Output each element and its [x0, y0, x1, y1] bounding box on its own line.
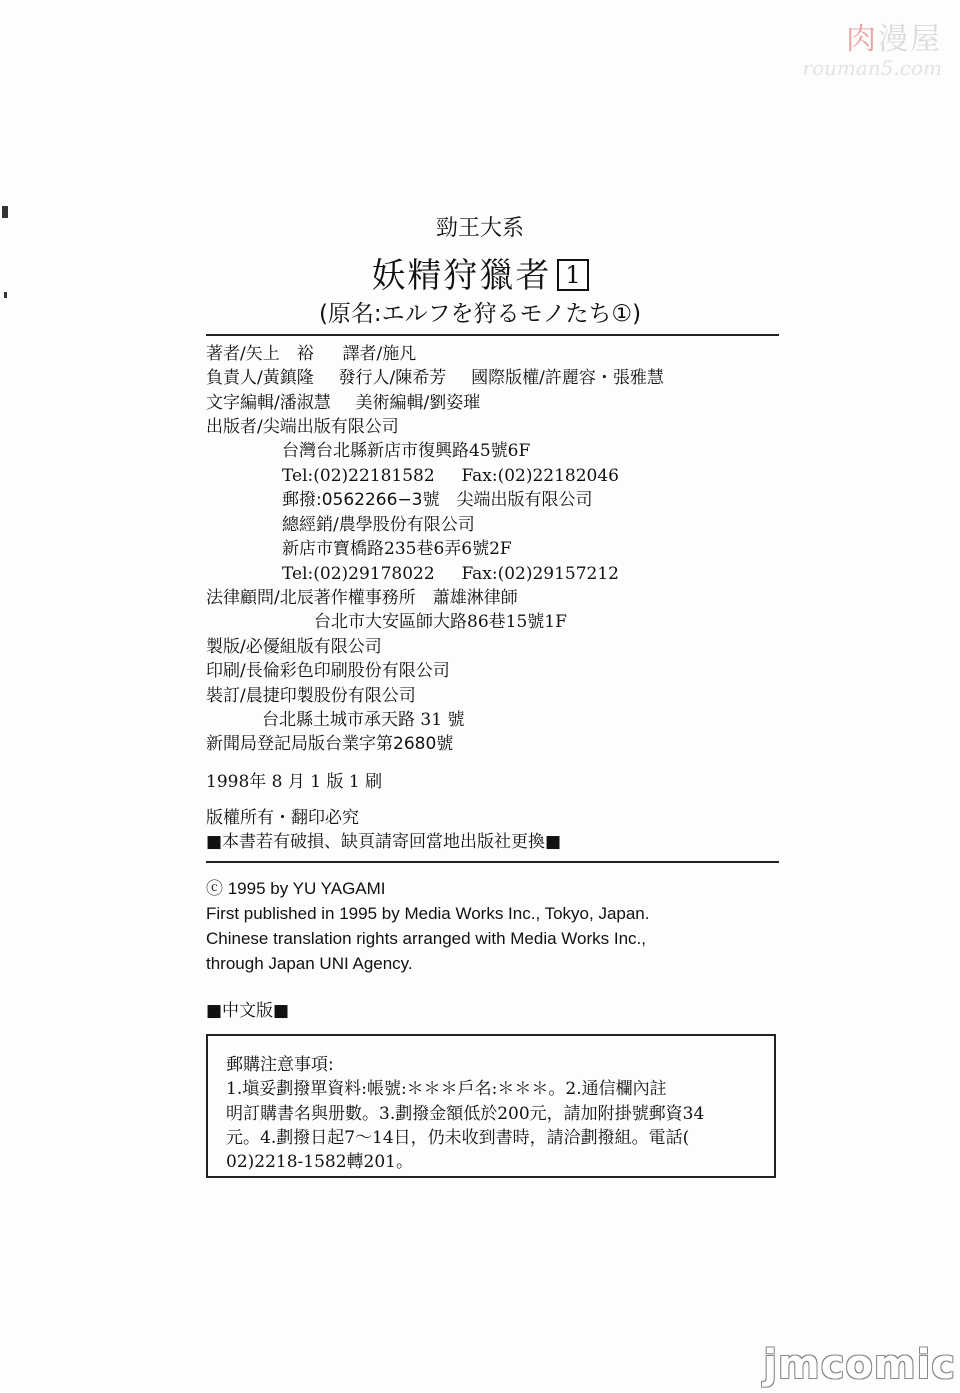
original-title: (原名:エルフを狩るモノたち①) [318, 301, 642, 327]
mail-order-notice [206, 1034, 776, 1178]
translator: 譯者/施凡 [342, 344, 417, 364]
printing: 印刷/長倫彩色印刷股份有限公司 [206, 661, 450, 681]
notice-line: 02)2218-1582轉201。 [226, 1152, 413, 1172]
plate-making: 製版/必優組版有限公司 [206, 637, 382, 657]
distributor: 總經銷/農學股份有限公司 [282, 515, 475, 535]
binding: 裝訂/晨捷印製股份有限公司 [206, 686, 416, 706]
series-name: 勁王大系 [435, 216, 524, 241]
divider-top [206, 334, 779, 336]
legal-counsel: 法律顧問/北辰著作權事務所 蕭雄淋律師 [206, 588, 518, 608]
international-rights: 國際版權/許麗容・張雅慧 [471, 368, 664, 388]
distributor-tel: Tel:(02)29178022 [282, 564, 435, 584]
replacement-notice: ■本書若有破損、缺頁請寄回當地出版社更換■ [206, 832, 562, 852]
publisher: 出版者/尖端出版有限公司 [206, 417, 399, 437]
text-editor: 文字編輯/潘淑慧 [206, 393, 331, 413]
copyright-line: ⓒ 1995 by YU YAGAMI [206, 879, 386, 898]
watermark-logo [802, 14, 942, 80]
volume-number: 1 [557, 259, 588, 291]
distributor-fax: Fax:(02)29157212 [461, 564, 619, 584]
publisher-address: 台灣台北縣新店市復興路45號6F [282, 441, 531, 461]
book-title: 妖精狩獵者 [371, 256, 552, 296]
registration-number: 新聞局登記局版台業字第2680號 [206, 734, 454, 754]
copyright-line: Chinese translation rights arranged with Media Works Inc., [206, 929, 646, 948]
publisher-contact [282, 465, 619, 487]
postal-transfer: 郵撥:0562266−3號 尖端出版有限公司 [282, 490, 593, 510]
notice-line: 元。4.劃撥日起7～14日，仍未收到書時，請洽劃撥組。電話( [226, 1128, 690, 1148]
watermark-brand-prefix: 肉 [846, 22, 878, 57]
book-title-line [0, 248, 960, 297]
edition-info: 1998年 8 月 1 版 1 刷 [206, 772, 383, 792]
author: 著者/矢上 裕 [206, 344, 314, 364]
notice-line: 1.塡妥劃撥單資料:帳號:＊＊＊戶名:＊＊＊。2.通信欄內註 [226, 1079, 667, 1099]
notice-line: 明訂購書名與册數。3.劃撥金額低於200元，請加附掛號郵資34 [226, 1104, 705, 1124]
distributor-address: 新店市寶橋路235巷6弄6號2F [282, 539, 512, 559]
watermark-url: rouman5.com [802, 56, 942, 80]
edition-label: ■中文版■ [206, 1001, 290, 1021]
credit-line-responsible [206, 367, 664, 389]
publisher-tel: Tel:(02)22181582 [282, 466, 435, 486]
copyright-line: through Japan UNI Agency. [206, 954, 413, 973]
art-editor: 美術編輯/劉姿璀 [355, 393, 481, 413]
divider-middle [206, 861, 779, 863]
credit-line-editors [206, 392, 480, 414]
credit-line-author [206, 343, 416, 365]
watermark-bottom: jmcomic [763, 1342, 956, 1388]
responsible-person: 負責人/黃鎮隆 [206, 368, 314, 388]
copyright-line: First published in 1995 by Media Works Inc., Tokyo, Japan. [206, 904, 650, 923]
rights-reserved: 版權所有・翻印必究 [206, 808, 359, 828]
watermark-brand-suffix: 漫屋 [878, 22, 942, 57]
issuer: 發行人/陳希芳 [338, 368, 447, 388]
publisher-fax: Fax:(02)22182046 [461, 466, 619, 486]
distributor-contact [282, 563, 619, 585]
binding-address: 台北縣土城市承天路 31 號 [262, 710, 465, 730]
notice-heading: 郵購注意事項: [226, 1055, 334, 1075]
legal-address: 台北市大安區師大路86巷15號1F [314, 612, 567, 632]
